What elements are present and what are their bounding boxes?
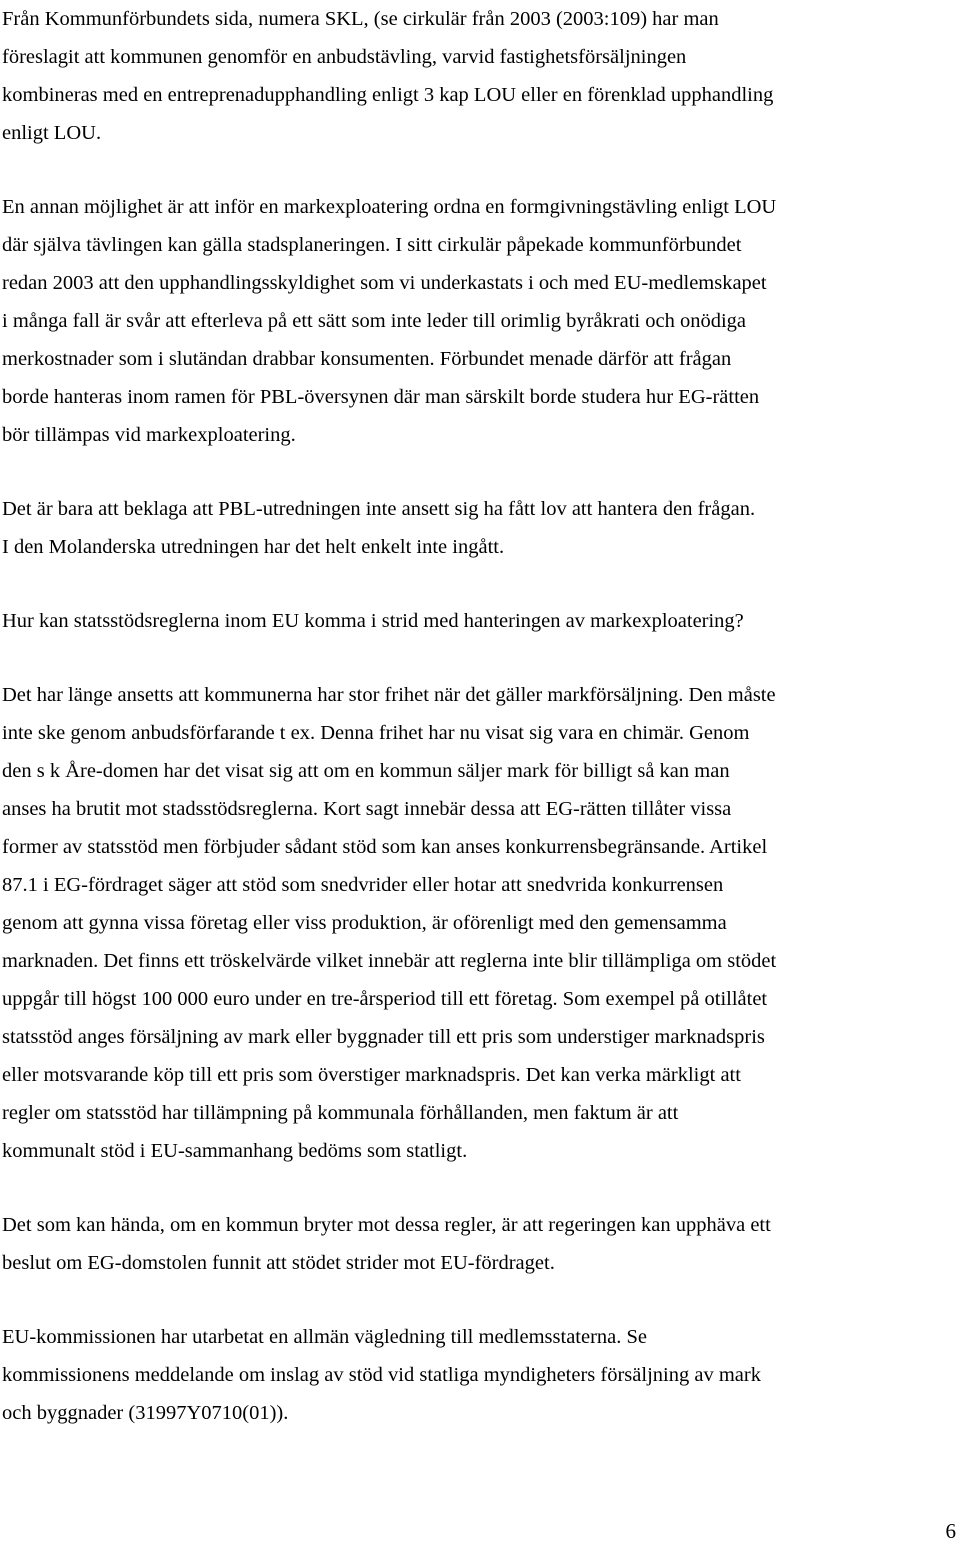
text-line: statsstöd anges försäljning av mark eller byggnader till ett pris som understiger marknadspris xyxy=(2,1026,765,1048)
text-line: merkostnader som i slutändan drabbar konsumenten. Förbundet menade därför att frågan xyxy=(2,348,732,370)
text-line: EU-kommissionen har utarbetat en allmän vägledning till medlemsstaterna. Se xyxy=(2,1326,648,1348)
text-line: borde hanteras inom ramen för PBL-översynen där man särskilt borde studera hur EG-rätten xyxy=(2,386,760,408)
paragraph-formgivningstavling xyxy=(2,188,960,454)
text-line: redan 2003 att den upphandlingsskyldighet som vi underkastats i och med EU-medlemskapet xyxy=(2,272,767,294)
text-line: och byggnader (31997Y0710(01)). xyxy=(2,1402,289,1424)
text-line: anses ha brutit mot stadsstödsreglerna. Kort sagt innebär dessa att EG-rätten tillåter vissa xyxy=(2,798,732,820)
text-line: kommunalt stöd i EU-sammanhang bedöms som statligt. xyxy=(2,1140,468,1162)
text-line: former av statsstöd men förbjuder sådant stöd som kan anses konkurrensbegränsande. Artikel xyxy=(2,836,768,858)
text-line: regler om statsstöd har tillämpning på kommunala förhållanden, men faktum är att xyxy=(2,1102,679,1124)
text-line: Det är bara att beklaga att PBL-utredningen inte ansett sig ha fått lov att hantera den frågan. xyxy=(2,498,756,520)
paragraph-spacer xyxy=(2,152,960,188)
text-line: där själva tävlingen kan gälla stadsplaneringen. I sitt cirkulär påpekade kommunförbundet xyxy=(2,234,742,256)
text-line: Det som kan hända, om en kommun bryter mot dessa regler, är att regeringen kan upphäva ett xyxy=(2,1214,771,1236)
text-line: kombineras med en entreprenadupphandling enligt 3 kap LOU eller en förenklad upphandling xyxy=(2,84,774,106)
paragraph-spacer xyxy=(2,1170,960,1206)
page-number: 6 xyxy=(945,1519,956,1543)
text-line: eller motsvarande köp till ett pris som överstiger marknadspris. Det kan verka märkligt att xyxy=(2,1064,741,1086)
text-line: I den Molanderska utredningen har det helt enkelt inte ingått. xyxy=(2,536,505,558)
text-line: marknaden. Det finns ett tröskelvärde vilket innebär att reglerna inte blir tillämpliga om stödet xyxy=(2,950,777,972)
text-line: genom att gynna vissa företag eller viss produktion, är oförenligt med den gemensamma xyxy=(2,912,727,934)
text-line: bör tillämpas vid markexploatering. xyxy=(2,424,296,446)
document-page xyxy=(2,0,960,1432)
paragraph-spacer xyxy=(2,566,960,602)
paragraph-eu-kommissionen xyxy=(2,1318,960,1432)
text-line: Från Kommunförbundets sida, numera SKL, (se cirkulär från 2003 (2003:109) har man xyxy=(2,8,719,30)
paragraph-pbl-utredningen xyxy=(2,490,960,566)
text-line: den s k Åre-domen har det visat sig att om en kommun säljer mark för billigt så kan man xyxy=(2,760,730,782)
paragraph-regeringen xyxy=(2,1206,960,1282)
text-line: kommissionens meddelande om inslag av stöd vid statliga myndigheters försäljning av mark xyxy=(2,1364,761,1386)
paragraph-spacer xyxy=(2,454,960,490)
text-line: inte ske genom anbudsförfarande t ex. Denna frihet har nu visat sig vara en chimär. Genom xyxy=(2,722,750,744)
text-line: uppgår till högst 100 000 euro under en tre-årsperiod till ett företag. Som exempel på otillåtet xyxy=(2,988,768,1010)
text-line: enligt LOU. xyxy=(2,122,102,144)
text-line: Hur kan statsstödsreglerna inom EU komma i strid med hanteringen av markexploatering? xyxy=(2,610,744,632)
paragraph-spacer xyxy=(2,640,960,676)
text-line: Det har länge ansetts att kommunerna har stor frihet när det gäller markförsäljning. Den måste xyxy=(2,684,776,706)
text-line: i många fall är svår att efterleva på ett sätt som inte leder till orimlig byråkrati och onödiga xyxy=(2,310,747,332)
paragraph-kommunforbundet xyxy=(2,0,960,152)
text-line: föreslagit att kommunen genomför en anbudstävling, varvid fastighetsförsäljningen xyxy=(2,46,687,68)
paragraph-spacer xyxy=(2,1282,960,1318)
text-line: En annan möjlighet är att inför en markexploatering ordna en formgivningstävling enligt LOU xyxy=(2,196,777,218)
paragraph-question xyxy=(2,602,960,640)
text-line: 87.1 i EG-fördraget säger att stöd som snedvrider eller hotar att snedvrida konkurrensen xyxy=(2,874,724,896)
text-line: beslut om EG-domstolen funnit att stödet strider mot EU-fördraget. xyxy=(2,1252,555,1274)
paragraph-statsstod xyxy=(2,676,960,1170)
